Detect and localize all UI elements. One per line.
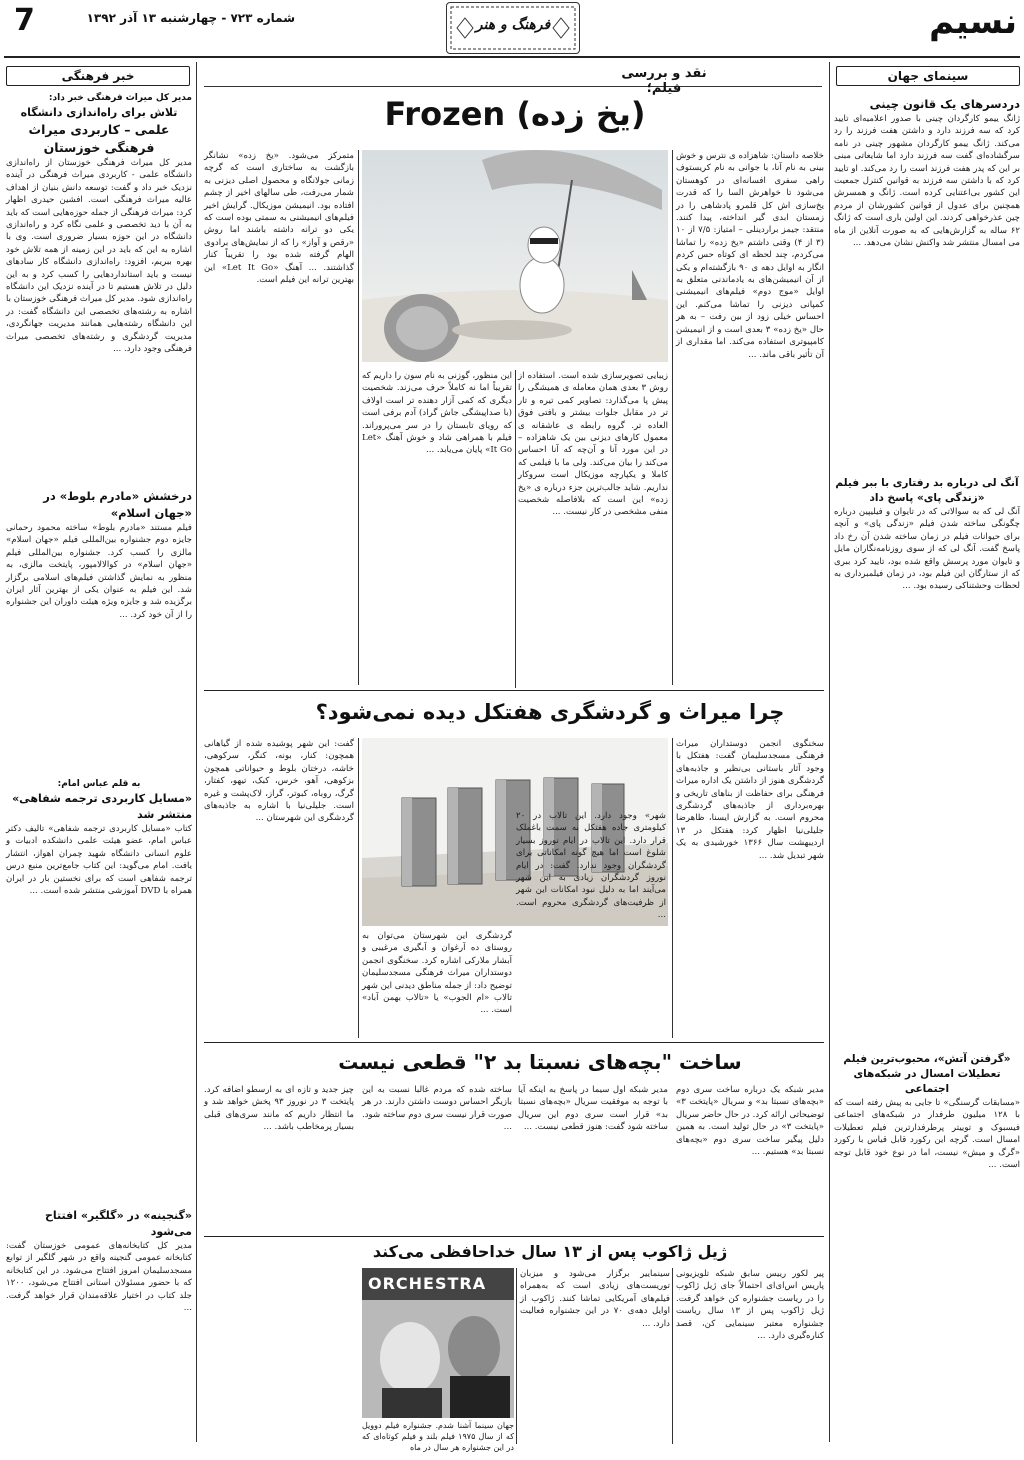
right-col-news2 bbox=[834, 476, 1020, 1046]
sequel-col4: چیز جدید و تازه ای به ارسطو اضافه کرد. پایتخت ۳ در نوروز ۹۳ پخش خواهد شد و ما انتظار داریم که مانند سری‌های قبلی بسیار پرمخاطب باشد. ... bbox=[204, 1085, 354, 1133]
right-column-rule bbox=[829, 62, 830, 1442]
heritage-col4: گفت: این شهر پوشیده شده از گیاهانی همچون: کنار، بونه، کنگر، سرکوهی، خاشه، درختان بلوط و حیواناتی همچون بزکوهی، آهو، خرس، کبک، تیهو، کفتار، گرگ، روباه، کبوتر، گراز، لاک‌پشت و غیره است. جلیلی‌نیا با اشاره به جاذبه‌های گردشگری این شهرستان ... bbox=[204, 739, 354, 824]
news3-body: کتاب «مسایل کاربردی ترجمه شفاهی» تالیف دکتر عباس امام، عضو هیئت علمی دانشکده ادبیات و علوم انسانی دانشگاه شهید چمران اهواز، انتشار یافت. امام می‌گوید: این کتاب جامع‌ترین منبع درس ترجمه شفاهی است که برای نخستین بار در ایران همراه با DVD آموزشی منتشر شده است. ... bbox=[6, 824, 192, 897]
heritage-col3: گردشگری این شهرستان می‌توان به روستای ده آرغوان و آبگیری مرغیبی و آبشار ملارکی اشاره کرد. سخنگوی انجمن دوستداران میراث فرهنگی مسجدسلیمان توضیح داد: از جمله مناطق دیدنی این شهر تالاب «ام الجوب» یا «تالاب بهمن آباد» است. ... bbox=[362, 931, 512, 1016]
frozen-col-rule-3 bbox=[515, 370, 516, 688]
frozen-col1: خلاصه داستان: شاهزاده ی نترس و خوش بینی به نام آنا، با جوانی به نام کریستوف راهی سفری افسانه‌ای در کوهستان می‌شود تا خواهرش السا را که قدرت یخ‌سازی اش کل قلمرو پادشاهی را در زمستان ابدی گیر انداخته، پیدا کنند. منتقد: جیمز براردینلی – امتیاز: ۷/۵ از ۱۰ (۳ از ۴) وقتی داشتم «یخ زده» را تماشا می‌کردم، چند لحظه ای کوتاه حس کردم انگار به اوایل دهه ی ۹۰ بازگشته‌ام و یکی از آن انیمیشن‌های به یادماندنی متعلق به اوایل «موج دوم» فیلم‌های انیمیشنی کمپانی دیزنی را تماشا می‌کنم. این احساس خیلی زود از بین رفت – به هر حال «یخ زده» ۳ بعدی است و از انیمیشن کامپیوتری استفاده می‌کند. اما مقداری از آن تأثیر باقی ماند. ... bbox=[676, 151, 824, 360]
news1-body: مدیر کل میراث فرهنگی خوزستان از راه‌اندازی دانشگاه علمی - کاربردی میراث فرهنگی در آینده نزدیک خبر داد و گفت: توسعه دانش بنیان از اهداف عالیه میراث فرهنگی است. افشین حیدری اظهار کرد: میراث فرهنگی از جمله حوزه‌هایی است که باید به آن با دید تخصصی و علمی نگاه کرد و راه‌اندازی دانشگاه در این حوزه بسیار ضروری است. وی با اشاره به این که باید در این زمینه از همه تلاش خود بهره ببریم، افزود: راه‌اندازی دانشگاه کار سادهای نیست و باید استانداردهایی را کسب کرد و به این دلیل در تلاش هستیم تا در آینده نزدیک این دانشگاه راه‌اندازی شود. مدیر کل میراث فرهنگی خوزستان با اشاره به رشته‌های تخصصی این دانشگاه گفت: در این دانشگاه رشته‌هایی همانند مدیریت جهانگردی، مدیریت گردشگری و رشته‌های تخصصی میراث فرهنگی وجود دارد. ... bbox=[6, 158, 192, 355]
heritage-col-rule-2 bbox=[358, 738, 359, 1038]
left-box-title: خبر فرهنگی bbox=[6, 66, 190, 86]
news2-body: فیلم مستند «مادرم بلوط» ساخته محمود رحمانی جایزه دوم جشنواره بین‌المللی فیلم «جهان اسلام» مالزی را کسب کرد. جشنواره بین‌المللی فیلم «جهان اسلام» در کوالالامپور، پایتخت مالزی، به منظور به نمایش گذاشتن فیلم‌های اسلامی برگزار شد. این فیلم به عنوان یکی از بهترین آثار ایران برگزیده شد و جایزه ویژه هیئت داوران این جشنواره را از آن خود کرد. ... bbox=[6, 523, 192, 620]
masthead bbox=[0, 0, 1024, 58]
sequel-title: ساخت "بچه‌های نسبتا بد ۲" قطعی نیست bbox=[338, 1050, 742, 1074]
right-news1-title: دردسرهای یک قانون چینی bbox=[869, 97, 1020, 111]
section-title: فرهنگ و هنر bbox=[475, 17, 551, 33]
sequel-col2: مدیر شبکه اول سیما در پاسخ به اینکه آیا با توجه به موفقیت سریال «بچه‌های نسبتا بد» قرار است سری دوم این سریال ساخته شود گفت: هنوز قطعی نیست. ... bbox=[518, 1085, 668, 1133]
page-number: 7 bbox=[14, 3, 35, 38]
sequel-bottom-rule bbox=[204, 1236, 824, 1237]
jacob-col-rule-1 bbox=[672, 1268, 673, 1444]
news3-title: «مسایل کاربردی ترجمه شفاهی» منتشر شد bbox=[12, 792, 192, 821]
frozen-still-image bbox=[362, 150, 668, 362]
heritage-col1: سخنگوی انجمن دوستداران میراث فرهنگی مسجدسلیمان گفت: هفتکل با وجود آثار باستانی بی‌نظیر و جاذبه‌های گردشگری هنوز از داشتن یک اداره میراث فرهنگی برای حفاظت از بناهای تاریخی و بهره‌برداری از جاذبه‌های گردشگری محروم است. به گزارش ایسنا، ظاهرضا جلیلی‌نیا اظهار کرد: هفتکل در ۱۳ اردیبهشت سال ۱۳۶۶ خورشیدی به یک شهر تبدیل شد. ... bbox=[676, 739, 824, 861]
olaf-beach-illustration bbox=[362, 150, 668, 362]
news3-kicker: به قلم عباس امام: bbox=[57, 779, 141, 789]
section-ornament bbox=[446, 2, 580, 54]
news1-kicker: مدیر کل میراث فرهنگی خبر داد: bbox=[48, 93, 192, 103]
frozen-col-rule-1 bbox=[672, 150, 673, 685]
frozen-col3: این منظور، گوزنی به نام سون را داریم که تقریباً اما نه کاملاً حرف می‌زند. شخصیت دیگری که کمی آزار دهنده تر است اولاف (با صداپیشگی جاش گراد) آدم برفی است که رویای تابستان را در سر می‌پروراند. فیلم با همراهی شاد و خوش آهنگ «Let It Go» پایان می‌یابد. ... bbox=[361, 371, 512, 456]
sequel-col3: ساخته شده که مردم غالبا نسبت به این بازیگر احساس دوست داشتن دارند. در هر صورت قرار نیست سری دوم ساخته شود. ... bbox=[362, 1085, 512, 1133]
jacob-photo bbox=[362, 1268, 514, 1418]
heritage-col2: شهر» وجود دارد. این تالاب در ۲۰ کیلومتری جاده هفتکل به سمت باغملک قرار دارد. این تالاب در ایام نوروز بسیار شلوغ است اما هیچ گونه امکاناتی برای گردشگران وجود ندارد. گفت: در ایام نوروز گردشگران زیادی به این شهر می‌آیند اما به دلیل نبود امکانات این شهر از ظرفیت‌های گردشگری محروم است. ... bbox=[516, 811, 666, 921]
left-column-rule bbox=[196, 62, 197, 1442]
right-news3-title: «گرفتن آتش»، محبوب‌ترین فیلم تعطیلات امسال در شبکه‌های اجتماعی bbox=[843, 1053, 1011, 1095]
left-col-news1 bbox=[6, 92, 192, 497]
right-news1-body: ژانگ ییمو کارگردان چینی با صدور اعلامیه‌ای تایید کرد که سه فرزند دارد و داشتن هفت فرزند را رد می‌کند. ژانگ ییمو کارگردان مشهور چینی در نامه سرگشاده‌ای گفت سه فرزند دارد اما شایعاتی مبنی بر این که پدر هفت فرزند است را رد می‌کند. او تایید کرد که با داشتن سه فرزند به قوانین کنترل جمعیت این کشور بی‌اعتنایی کرده است. ژانگ و همسرش همچنین برای عدول از قوانین کشورشان از مردم چین عذرخواهی کردند. این اولین باری است که ژانگ ۶۲ ساله به گزارش‌هایی که به صورت آنلاین از ماه می امسال منتشر شد واکنش نشان می‌دهد. ... bbox=[834, 114, 1020, 249]
news4-body: مدیر کل کتابخانه‌های عمومی خوزستان گفت: کتابخانه عمومی گنجینه واقع در شهر گلگیر از توابع مسجدسلیمان امروز افتتاح می‌شود. در این کتابخانه که با حضور مسئولان استانی افتتاح می‌شود، ۱۲۰۰ جلد کتاب در اختیار علاقه‌مندان قرار خواهد گرفت. ... bbox=[6, 1241, 192, 1314]
left-col-news3 bbox=[6, 778, 192, 1223]
news1-subtitle: تلاش برای راه‌اندازی دانشگاه bbox=[20, 106, 178, 119]
frozen-col4: متمرکز می‌شود. «یخ زده» نشانگر بازگشت به ساختاری است که گرچه زمانی جولانگاه و محصول اصلی دیزنی به شمار می‌رفت، طی سالهای اخیر از چشم افتاده بود. انیمیشن موزیکال. گرایش اخیر فیلم‌های انیمیشنی به سمتی بوده است که یکی دو ترانه داشته باشند اما روش «رقص و آواز» را که از نمایش‌های برادوی الهام گرفته شده بود را تقریباً کنار گذاشتند. ... آهنگ «Let It Go» این بهترین ترانه این فیلم است. bbox=[204, 151, 354, 286]
jacob-col1: پیر لکور رییس سابق شبکه تلویزیونی پاریس اس‌ای‌ای احتمالاً جای ژیل ژاکوب را در ریاست جشنواره کن خواهد گرفت. ژیل ژاکوب پس از ۱۳ سال ریاست جشنواره معتبر سینمایی کن، قصد کناره‌گیری دارد. ... bbox=[676, 1269, 824, 1342]
right-box-title: سینمای جهان bbox=[836, 66, 1020, 86]
heritage-bottom-rule bbox=[204, 1042, 824, 1043]
frozen-title: Frozen (یخ زده) bbox=[384, 95, 646, 133]
right-news3-body: «مسابقات گرسنگی» تا جایی به پیش رفته است که با ۱۲۸ میلیون طرفدار در شبکه‌های اجتماعی فیسبوک و توییتر پرطرفدارترین فیلم تعطیلات امسال است. گرچه این رکورد قابل قیاس با رکورد «گرگ و میش» نیست، اما در نوع خود قابل توجه است. ... bbox=[834, 1098, 1020, 1171]
sequel-col1: مدیر شبکه یک درباره ساخت سری دوم «بچه‌های نسبتا بد» و سریال «پایتخت ۳» توضیحاتی ارائه کرد. در حال حاضر سریال «پایتخت ۳» در حال تولید است. به همین دلیل پیگیر ساخت سری دوم «بچه‌های نسبتا بد» هستیم. ... bbox=[676, 1085, 824, 1158]
news4-title: «گنجینه» در «گلگیر» افتتاح می‌شود bbox=[45, 1209, 192, 1238]
issue-line: شماره ۷۲۳ - چهارشنبه ۱۳ آذر ۱۳۹۲ bbox=[86, 11, 295, 25]
frozen-bottom-rule bbox=[204, 690, 824, 691]
jacob-caption: جهان سینما آشنا شدم. جشنواره فیلم دوویل که از سال ۱۹۷۵ فیلم بلند و فیلم کوتاه‌ای که در این جشنواره هر سال در ماه bbox=[362, 1421, 514, 1452]
masthead-rule bbox=[4, 56, 1020, 58]
left-col-news2 bbox=[6, 488, 192, 784]
right-news2-title: آنگ لی درباره بد رفتاری با ببر فیلم «زندگی پای» پاسخ داد bbox=[835, 477, 1019, 504]
photo-banner: ORCHESTRA bbox=[368, 1274, 487, 1293]
frozen-col-rule-2 bbox=[358, 150, 359, 685]
right-news2-body: آنگ لی که به سوالاتی که در تایوان و فیلیپین درباره چگونگی ساخته شدن فیلم «زندگی پای» و آنچه برای حیوانات فیلم در زمان ساخته شدن آن رخ داد پاسخ گفت. آنگ لی که از سوی روزنامه‌نگاران مایل و تایوان مورد پرسش واقع شده بود، تایید کرد ببری که از ستارگان این فیلم بود، در زمان فیلمبرداری به لحظات وحشتناکی رسیده بود. ... bbox=[834, 507, 1020, 592]
jacob-title: ژیل ژاکوب پس از ۱۳ سال خداحافظی می‌کند bbox=[372, 1242, 728, 1261]
frozen-kicker: نقد و بررسی فیلم؛ bbox=[621, 66, 707, 96]
jacob-col-rule-2 bbox=[516, 1268, 517, 1444]
frozen-kicker-bar bbox=[204, 66, 822, 96]
right-col-news1 bbox=[834, 96, 1020, 475]
logo: نسیم bbox=[929, 2, 1017, 42]
jacob-col2: سینماییر برگزار می‌شود و میزبان توریست‌های زیادی است که به‌همراه فیلم‌های آمریکایی تماشا کنند. ژاکوب از اوایل دهه‌ی ۷۰ در این جشنواره فعالیت دارد. ... bbox=[520, 1269, 670, 1329]
news1-title: علمی – کاربردی میراث فرهنگی خوزستان bbox=[28, 122, 170, 155]
news2-title: درخشش «مادرم بلوط» در «جهان اسلام» bbox=[43, 489, 192, 520]
right-col-news3 bbox=[834, 1052, 1020, 1437]
heritage-col-rule-1 bbox=[672, 738, 673, 1038]
left-col-news4 bbox=[6, 1208, 192, 1460]
heritage-title: چرا میراث و گردشگری هفتکل دیده نمی‌شود؟ bbox=[315, 700, 785, 724]
frozen-col2: زیبایی تصویرسازی شده است. استفاده از روش ۳ بعدی همان معامله ی همیشگی را پیش پا می‌گذارد: تصاویر کمی تیره و تار تر در مقابل جلوات بیشتر و بافتی فوق العاده تر. گروه رابطه ی عاشقانه ی معمول کارهای دیزنی بین یک شاهزاده – در این مورد آنا و آن‌چه که آنا احساس می‌کند را بیان می‌کند. ولی ما با فیلمی که کاملا و یکپارچه موزیکال است سروکار نداریم. شاید جالب‌ترین جزء درباره ی «یخ زده» این است که بلافاصله شخصیت منفی مشخصی در کار نیست. ... bbox=[518, 371, 668, 518]
